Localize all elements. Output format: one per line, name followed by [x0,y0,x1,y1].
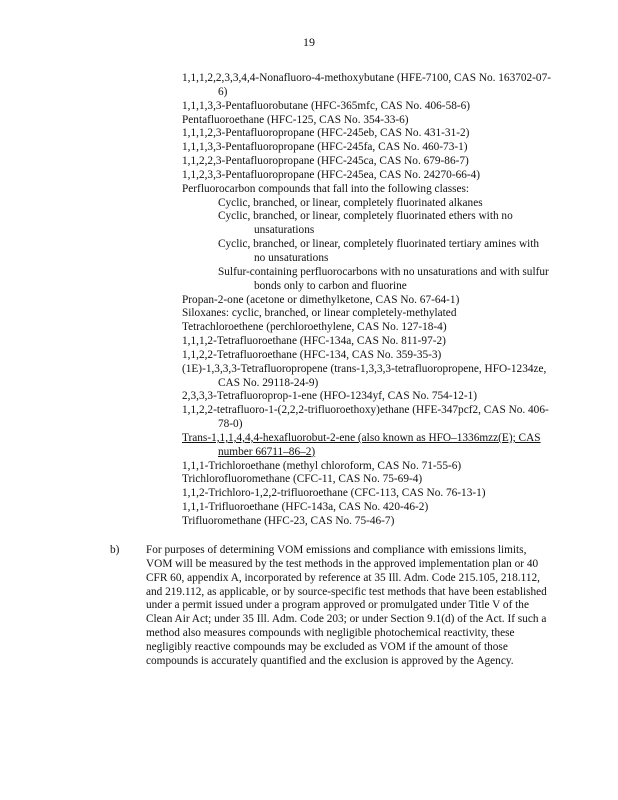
compound-list-item [182,72,552,100]
compound-text: Pentafluoroethane (HFC-125, CAS No. 354-33-6) [182,113,409,126]
compound-text: Propan-2-one (acetone or dimethylketone, CAS No. 67-64-1) [182,293,460,306]
paragraph-b-label: b) [110,544,120,556]
compound-list-item [182,363,552,391]
compound-list-item [182,141,552,155]
compound-text: 1,1,1,3,3-Pentafluorobutane (HFC-365mfc, CAS No. 406-58-6) [182,99,471,112]
exempt-compound-list [182,72,552,529]
compound-text: 2,3,3,3-Tetrafluoroprop-1-ene (HFO-1234yf, CAS No. 754-12-1) [182,390,478,403]
compound-class-item [182,238,552,266]
compound-class-item [182,197,552,211]
compound-list-item [182,127,552,141]
compound-text: Siloxanes: cyclic, branched, or linear completely-methylated [182,307,457,320]
compound-text: 1,1,2,2-Tetrafluoroethane (HFC-134, CAS No. 359-35-3) [182,348,442,361]
paragraph-b-text: For purposes of determining VOM emissions and compliance with emissions limits, VOM will be measured by the test methods in the approved implementation plan or 40 CFR 60, appendix A, incorporated by reference at 35 Ill. Adm. Code 215.105, 218.112, and 219.112, as applicable, or by source-specific test methods that have been established under a permit issued under a program approved or promulgated under Title V of the Clean Air Act; under 35 Ill. Adm. Code 203; or under Section 9.1(d) of the Act. If such a method also measures compounds with negligible photochemical reactivity, these negligibly reactive compounds may be excluded as VOM if the amount of those compounds is accurately quantified and the exclusion is approved by the Agency. [146,544,547,667]
compound-list-item [182,501,552,515]
compound-list-item [182,100,552,114]
compound-text: Cyclic, branched, or linear, completely fluorinated alkanes [218,196,483,209]
compound-list-item [182,183,552,197]
compound-list-item [182,114,552,128]
page-number: 19 [303,35,315,49]
compound-list-item [182,390,552,404]
compound-text: 1,1,2-Trichloro-1,2,2-trifluoroethane (CFC-113, CAS No. 76-13-1) [182,487,486,500]
compound-list-item [182,432,552,460]
compound-list-item [182,321,552,335]
compound-list-item [182,307,552,321]
compound-list-item [182,404,552,432]
compound-list-item [182,335,552,349]
compound-text: Cyclic, branched, or linear, completely fluorinated ethers with no unsaturations [218,210,513,237]
compound-text: 1,1,2,2,3-Pentafluoropropane (HFC-245ca, CAS No. 679-86-7) [182,155,469,168]
compound-text: 1,1,1,2,2,3,3,4,4-Nonafluoro-4-methoxybutane (HFE-7100, CAS No. 163702-07-6) [182,72,551,98]
compound-list-item [182,155,552,169]
compound-text: (1E)-1,3,3,3-Tetrafluoropropene (trans-1,3,3,3-tetrafluoropropene, HFO-1234ze, CAS No. 29118-24-9) [182,362,547,389]
compound-list-item [182,487,552,501]
compound-text: Tetrachloroethene (perchloroethylene, CAS No. 127-18-4) [182,321,447,334]
compound-text: 1,1,1,3,3-Pentafluoropropane (HFC-245fa, CAS No. 460-73-1) [182,141,468,154]
compound-text: Trans-1,1,1,4,4,4-hexafluorobut-2-ene (also known as HFO–1336mzz(E); CAS number 66711–86–2) [182,431,541,458]
compound-text: 1,1,1-Trichloroethane (methyl chloroform, CAS No. 71-55-6) [182,459,462,472]
compound-text: Sulfur-containing perfluorocarbons with no unsaturations and with sulfur bonds only to carbon and fluorine [218,265,549,292]
compound-list-item [182,460,552,474]
compound-text: 1,1,2,3,3-Pentafluoropropane (HFC-245ea, CAS No. 24270-66-4) [182,168,481,181]
compound-text: 1,1,2,2-tetrafluoro-1-(2,2,2-trifluoroethoxy)ethane (HFE-347pcf2, CAS No. 406-78-0) [182,404,549,431]
compound-list-item [182,515,552,529]
compound-text: Trichlorofluoromethane (CFC-11, CAS No. 75-69-4) [182,473,423,486]
compound-text: Perfluorocarbon compounds that fall into the following classes: [182,182,470,195]
compound-text: 1,1,1,2,3-Pentafluoropropane (HFC-245eb, CAS No. 431-31-2) [182,127,470,140]
compound-class-item [182,210,552,238]
compound-list-item [182,294,552,308]
compound-text: 1,1,1,2-Tetrafluoroethane (HFC-134a, CAS No. 811-97-2) [182,335,446,348]
compound-list-item [182,473,552,487]
compound-list-item [182,349,552,363]
compound-class-item [182,266,552,294]
compound-text: Trifluoromethane (HFC-23, CAS No. 75-46-7) [182,515,395,527]
paragraph-b [110,544,552,669]
compound-text: 1,1,1-Trifluoroethane (HFC-143a, CAS No. 420-46-2) [182,501,429,514]
compound-text: Cyclic, branched, or linear, completely fluorinated tertiary amines with no unsaturations [218,238,540,264]
compound-list-item [182,169,552,183]
